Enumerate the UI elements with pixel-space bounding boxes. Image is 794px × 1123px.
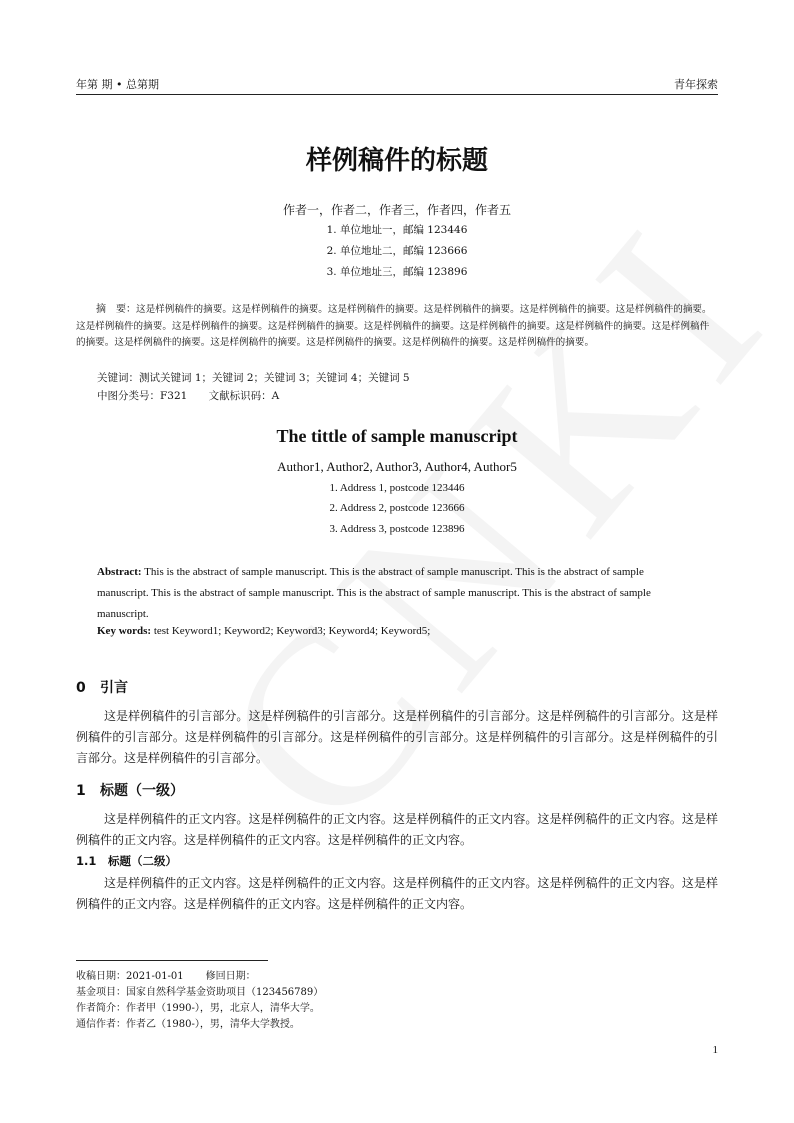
- footnote-author-bio: [76, 999, 320, 1014]
- header-journal: 青年探索: [674, 78, 718, 91]
- keywords-en-text: test Keyword1; Keyword2; Keyword3; Keyword4; Keyword5;: [153, 625, 431, 637]
- abstract-cn-text: 这是样例稿件的摘要。这是样例稿件的摘要。这是样例稿件的摘要。这是样例稿件的摘要。这是样例稿件的摘要。这是样例稿件的摘要。这是样例稿件的摘要。这是样例稿件的摘要。这是样例稿件的摘要。这是样例稿件的摘要。这是样例稿件的摘要。这是样例稿件的摘要。这是样例稿件的摘要。这是样例稿件的摘要。这是样例稿件的摘要。这是样例稿件的摘要。这是样例稿件的摘要。这是样例稿件的摘要。: [76, 304, 712, 349]
- section-heading-1: [76, 780, 184, 800]
- keywords-en: [97, 625, 430, 637]
- section-heading-0: [76, 677, 128, 697]
- authors-cn: 作者一，作者二，作者三，作者四，作者五: [282, 203, 511, 217]
- clc-value: F321: [160, 390, 188, 402]
- subsection-heading-1-1: [76, 853, 177, 869]
- section-0-paragraph: 这是样例稿件的引言部分。这是样例稿件的引言部分。这是样例稿件的引言部分。这是样例稿件的引言部分。这是样例稿件的引言部分。这是样例稿件的引言部分。这是样例稿件的引言部分。这是样例稿件的引言部分。这是样例稿件的引言部分。这是样例稿件的引言部分。: [76, 709, 718, 765]
- authors-en: Author1, Author2, Author3, Author4, Author5: [277, 459, 517, 474]
- clc-label: 中图分类号：: [97, 390, 160, 402]
- abstract-en-label: Abstract:: [97, 566, 142, 578]
- footnote-fund: [76, 983, 323, 998]
- corresponding-value: 作者乙（1980-），男，清华大学教授。: [126, 1019, 300, 1030]
- revised-label: 修回日期：: [205, 971, 256, 982]
- subsection-number: 1.1: [76, 854, 97, 868]
- fund-value: 国家自然科学基金资助项目（123456789）: [126, 987, 324, 998]
- section-1-paragraph: 这是样例稿件的正文内容。这是样例稿件的正文内容。这是样例稿件的正文内容。这是样例稿件的正文内容。这是样例稿件的正文内容。这是样例稿件的正文内容。这是样例稿件的正文内容。: [76, 812, 718, 847]
- doc-code-value: A: [271, 390, 280, 402]
- header-issue: 年第 期 • 总第期: [76, 78, 159, 91]
- keywords-cn: [97, 370, 410, 385]
- received-value: 2021-01-01: [126, 971, 184, 982]
- affiliation-cn-3: 3. 单位地址三，邮编 123896: [326, 266, 468, 278]
- section-number: 0: [76, 680, 86, 696]
- section-title: 引言: [100, 680, 128, 696]
- page-number: 1: [712, 1044, 718, 1056]
- abstract-cn-label: 摘 要：: [96, 304, 136, 315]
- doc-code-label: 文献标识码：: [208, 390, 272, 402]
- subsection-1-1-paragraph: 这是样例稿件的正文内容。这是样例稿件的正文内容。这是样例稿件的正文内容。这是样例稿件的正文内容。这是样例稿件的正文内容。这是样例稿件的正文内容。这是样例稿件的正文内容。: [76, 876, 718, 911]
- affiliation-cn-1: 1. 单位地址一，邮编 123446: [326, 224, 468, 236]
- author-bio-value: 作者甲（1990-），男，北京人，清华大学。: [126, 1003, 320, 1014]
- corresponding-label: 通信作者：: [76, 1019, 126, 1030]
- abstract-en: [97, 562, 697, 625]
- footnote-rule: [76, 960, 268, 961]
- affiliation-en-1: 1. Address 1, postcode 123446: [329, 482, 465, 494]
- section-title: 标题（一级）: [100, 783, 184, 799]
- affiliation-cn-2: 2. 单位地址二，邮编 123666: [326, 245, 468, 257]
- keywords-cn-label: 关键词：: [97, 372, 139, 384]
- classification-line: [97, 388, 279, 403]
- abstract-en-text: This is the abstract of sample manuscript. This is the abstract of sample manuscript. This is the abstract of sample manuscript. This is the abstract of sample manuscript. This is the abstract of sample manuscript. This is the abstract of sample manuscript.: [97, 566, 651, 620]
- affiliation-en-2: 2. Address 2, postcode 123666: [329, 502, 465, 514]
- author-bio-label: 作者简介：: [76, 1003, 126, 1014]
- title-en: The tittle of sample manuscript: [276, 426, 518, 446]
- title-cn: 样例稿件的标题: [305, 146, 488, 176]
- keywords-en-label: Key words:: [97, 625, 152, 637]
- received-label: 收稿日期：: [76, 971, 126, 982]
- footnote-received: [76, 967, 256, 982]
- abstract-cn: [76, 302, 718, 352]
- footnote-corresponding: [76, 1015, 300, 1030]
- affiliation-en-3: 3. Address 3, postcode 123896: [329, 523, 465, 535]
- subsection-title: 标题（二级）: [108, 854, 177, 868]
- running-header: [76, 74, 718, 95]
- section-number: 1: [76, 783, 86, 799]
- fund-label: 基金项目：: [76, 987, 126, 998]
- keywords-cn-text: 测试关键词 1；关键词 2；关键词 3；关键词 4；关键词 5: [139, 372, 410, 384]
